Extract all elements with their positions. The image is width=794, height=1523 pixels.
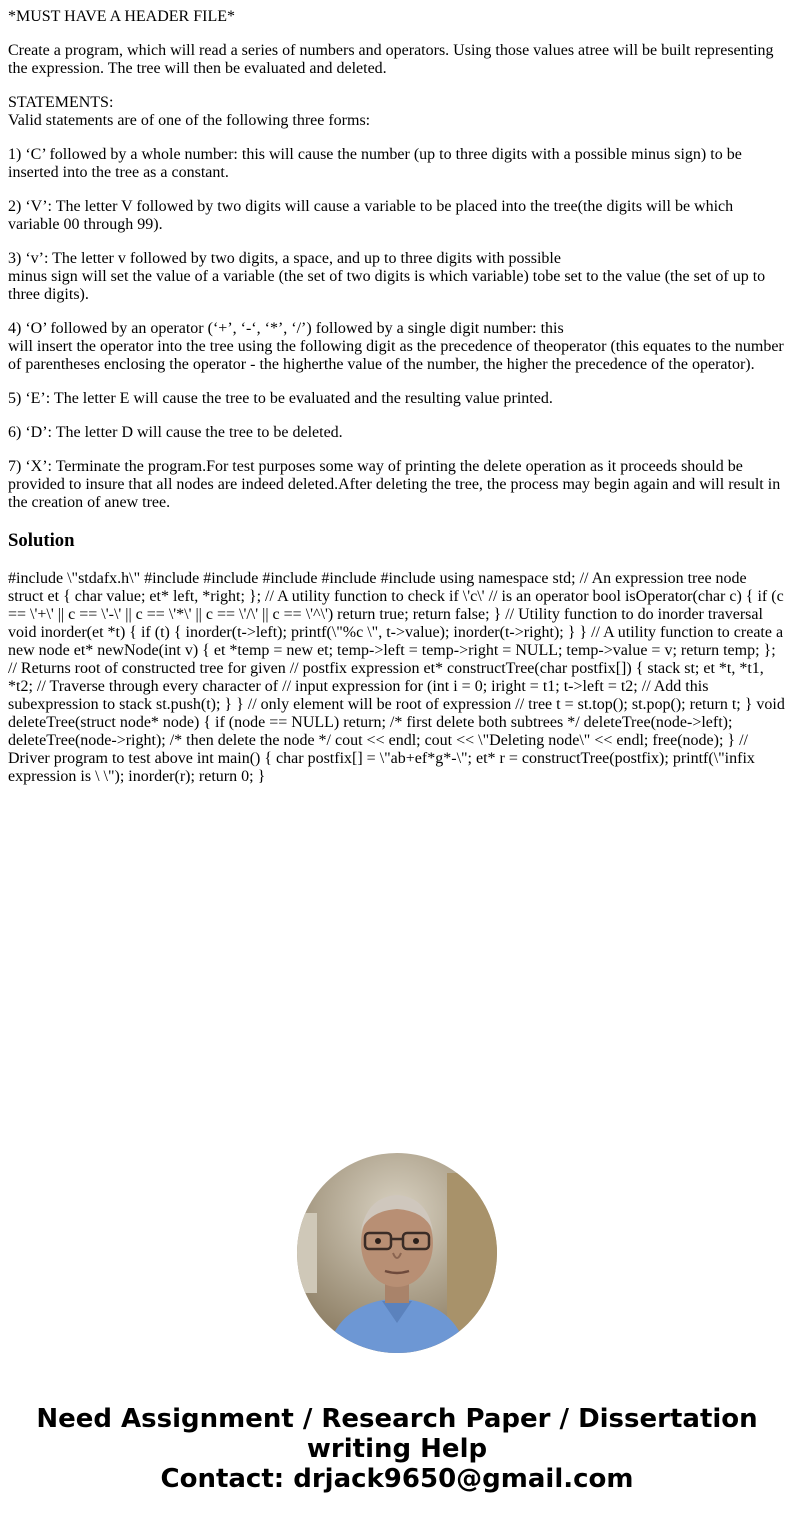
question-paragraph-rule-7: 7) ‘X’: Terminate the program.For test purposes some way of printing the delete operation as it proceeds should be provided to insure that all nodes are indeed deleted.After deleting the tree, the process may begin again and will result in the creation of anew tree.	[8, 458, 781, 511]
author-avatar	[297, 1153, 497, 1353]
question-paragraph-rule-5: 5) ‘E’: The letter E will cause the tree to be evaluated and the resulting value printed.	[8, 390, 553, 407]
author-portrait-image	[297, 1153, 497, 1353]
question-paragraph-header-note: *MUST HAVE A HEADER FILE*	[8, 8, 235, 25]
question-paragraph-rule-6: 6) ‘D’: The letter D will cause the tree to be deleted.	[8, 424, 343, 441]
question-content	[8, 8, 786, 802]
question-paragraph-intro: Create a program, which will read a series of numbers and operators. Using those values atree will be built representing the expression. The tree will then be evaluated and deleted.	[8, 42, 774, 77]
question-paragraph-rule-3: 3) ‘v’: The letter v followed by two digits, a space, and up to three digits with possible minus sign will set the value of a variable (the set of two digits is which variable) tobe set to the value (the set of up to three digits).	[8, 250, 766, 303]
question-paragraph-rule-1: 1) ‘C’ followed by a whole number: this will cause the number (up to three digits with a possible minus sign) to be inserted into the tree as a constant.	[8, 146, 742, 181]
assignment-help-banner	[0, 1404, 794, 1494]
solution-heading: Solution	[8, 530, 75, 551]
cta-contact-email: Contact: drjack9650@gmail.com	[160, 1464, 634, 1494]
solution-code-text: #include \"stdafx.h\" #include #include #include #include #include using namespace std; // An expression tree node struct et { char value; et* left, *right; }; // A utility function to check if \'c\' // is an operator bool isOperator(char c) { if (c == \'+\' || c == \'-\' || c == \'*\' || c == \'/\' || c == \'^\') return true; return false; } // Utility function to do inorder traversal void inorder(et *t) { if (t) { inorder(t->left); printf(\"%c \", t->value); inorder(t->right); } } // A utility function to create a new node et* newNode(int v) { et *temp = new et; temp->left = temp->right = NULL; temp->value = v; return temp; }; // Returns root of constructed tree for given // postfix expression et* constructTree(char postfix[]) { stack st; et *t, *t1, *t2; // Traverse through every character of // input expression for (int i = 0; iright = t1; t->left = t2; // Add this subexpression to stack st.push(t); } } // only element will be root of expression // tree t = st.top(); st.pop(); return t; } void deleteTree(struct node* node) { if (node == NULL) return; /* first delete both subtrees */ deleteTree(node->left); deleteTree(node->right); /* then delete the node */ cout << endl; cout << \"Deleting node\" << endl; free(node); } // Driver program to test above int main() { char postfix[] = \"ab+ef*g*-\"; et* r = constructTree(postfix); printf(\"infix expression is \ \"); inorder(r); return 0; }	[8, 570, 785, 785]
question-paragraph-statements: STATEMENTS: Valid statements are of one of the following three forms:	[8, 94, 371, 129]
question-paragraph-rule-4: 4) ‘O’ followed by an operator (‘+’, ‘-‘, ‘*’, ‘/’) followed by a single digit number: this will insert the operator into the tree using the following digit as the precedence of theoperator (this equates to the number of parentheses enclosing the operator - the higherthe value of the number, the higher the precedence of the operator).	[8, 320, 784, 373]
cta-line-1: Need Assignment / Research Paper / Dissertation	[36, 1404, 758, 1434]
cta-line-2: writing Help	[306, 1434, 488, 1464]
question-paragraph-rule-2: 2) ‘V’: The letter V followed by two digits will cause a variable to be placed into the tree(the digits will be which variable 00 through 99).	[8, 198, 734, 233]
